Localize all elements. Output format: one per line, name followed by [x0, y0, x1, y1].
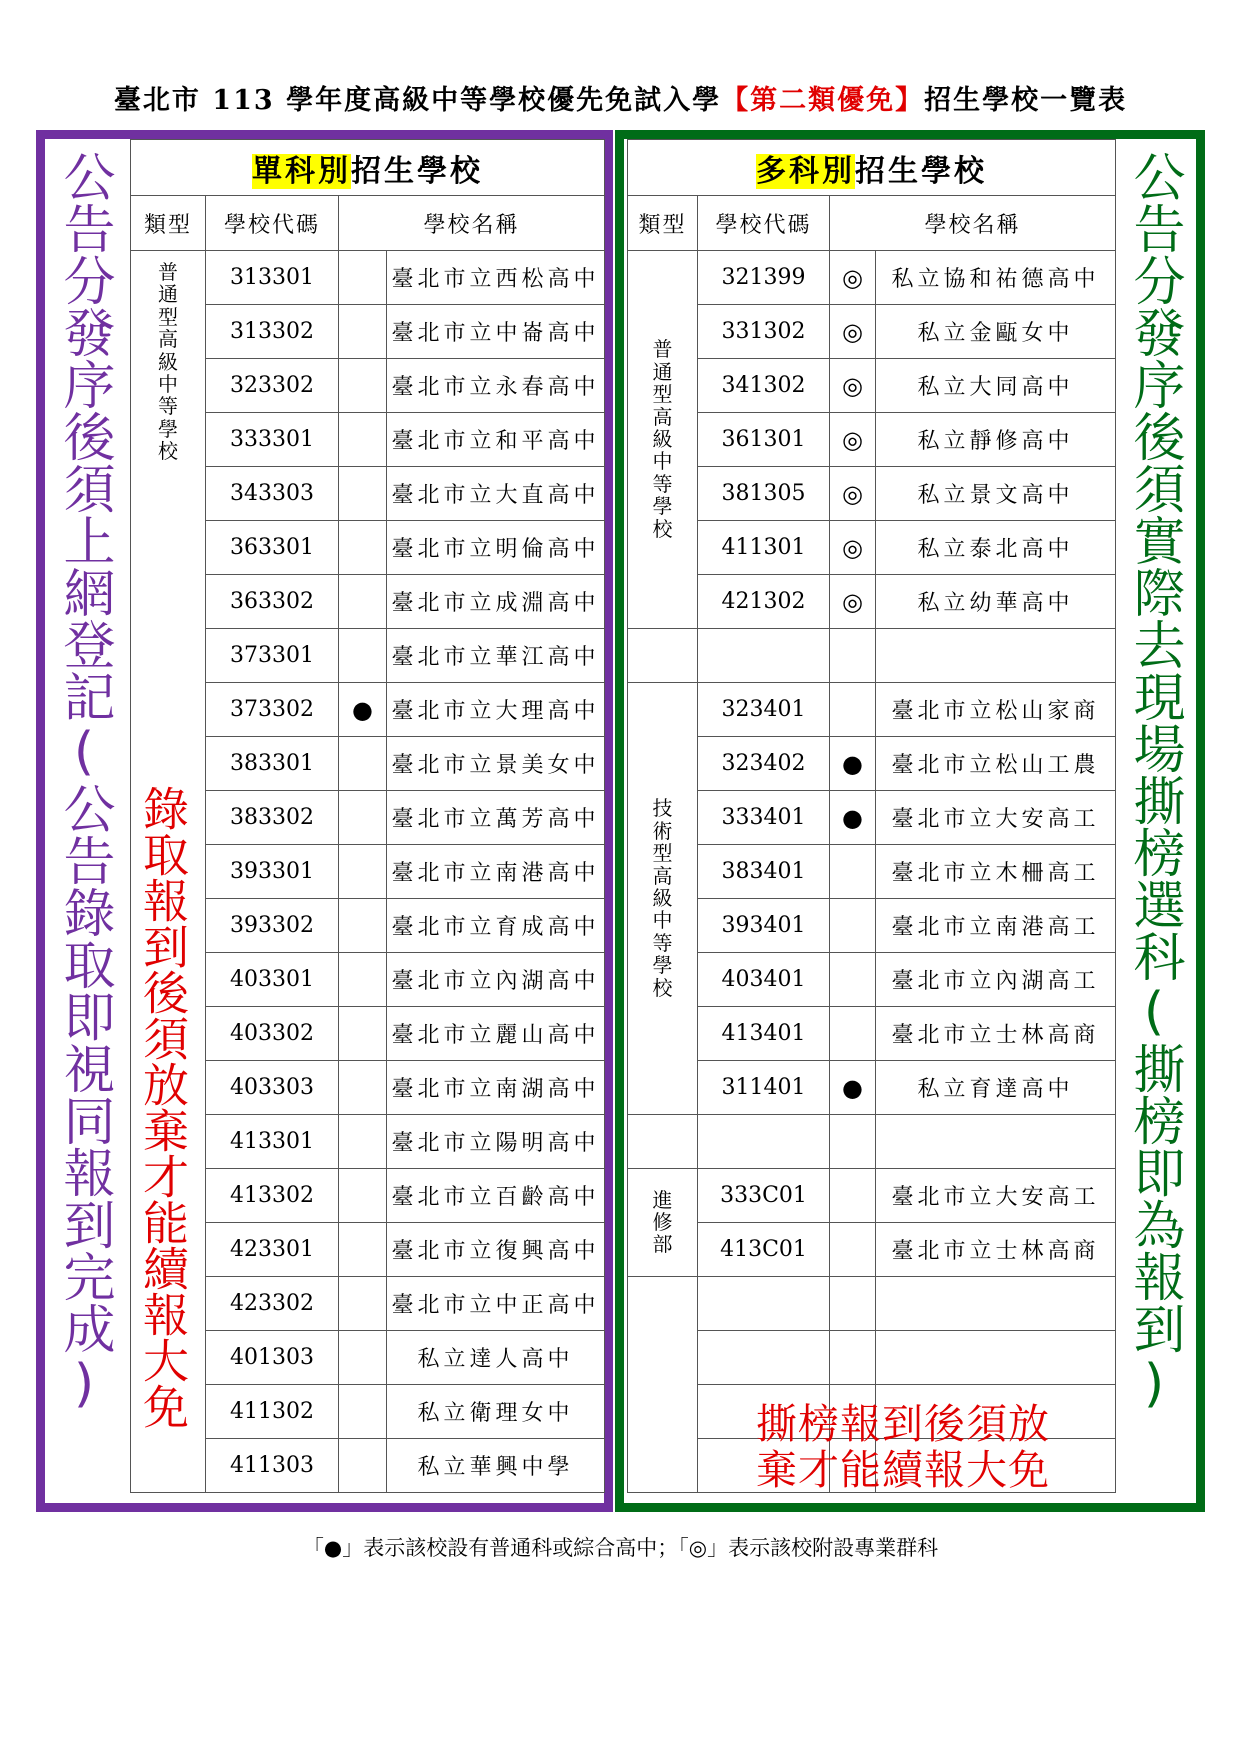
school-name: 私立華興中學: [387, 1439, 605, 1493]
school-mark: [339, 1115, 387, 1169]
school-mark: [830, 629, 876, 683]
school-code: 413302: [206, 1169, 339, 1223]
school-name: 私立靜修高中: [876, 413, 1116, 467]
school-code: 411301: [698, 521, 830, 575]
school-mark: [339, 251, 387, 305]
page-title: [0, 78, 1241, 117]
school-name: 臺北市立萬芳高中: [387, 791, 605, 845]
school-mark: [830, 1169, 876, 1223]
table-row: [628, 845, 1116, 899]
school-mark: ◎: [830, 305, 876, 359]
table-row: [131, 251, 605, 305]
school-mark: [339, 413, 387, 467]
school-type-label: 進修部: [652, 1187, 673, 1257]
table-row: [628, 413, 1116, 467]
col-name-header: 學校名稱: [339, 196, 605, 251]
table-row: [628, 791, 1116, 845]
school-name: 私立幼華高中: [876, 575, 1116, 629]
col-name-header: 學校名稱: [830, 196, 1116, 251]
table-row: [628, 1061, 1116, 1115]
col-code-header: 學校代碼: [206, 196, 339, 251]
school-code: 333301: [206, 413, 339, 467]
school-code: 343303: [206, 467, 339, 521]
right-red-notice-line1: 撕榜報到後須放: [756, 1400, 1050, 1448]
school-code: 313301: [206, 251, 339, 305]
school-mark: [339, 791, 387, 845]
school-mark: [339, 1331, 387, 1385]
school-name: 臺北市立麗山高中: [387, 1007, 605, 1061]
table-row: [628, 251, 1116, 305]
school-mark: [339, 899, 387, 953]
school-name: 臺北市立景美女中: [387, 737, 605, 791]
school-name: 臺北市立西松高中: [387, 251, 605, 305]
school-type-label: 普通型高級中等學校: [158, 260, 178, 464]
right-red-notice-line2: 棄才能續報大免: [756, 1445, 1050, 1494]
col-code-header: 學校代碼: [698, 196, 830, 251]
table-row: [628, 1223, 1116, 1277]
school-name: 臺北市立永春高中: [387, 359, 605, 413]
school-mark: ◎: [830, 575, 876, 629]
school-type: [628, 1277, 698, 1493]
school-mark: [339, 575, 387, 629]
school-code: 413301: [206, 1115, 339, 1169]
multi-subject-header: [628, 140, 1116, 196]
left-red-notice: 錄取報到後須放棄才能續報大免: [136, 785, 190, 1429]
school-mark: ●: [830, 1061, 876, 1115]
school-code: 393301: [206, 845, 339, 899]
table-row: [628, 359, 1116, 413]
school-code: 333401: [698, 791, 830, 845]
school-mark: ◎: [830, 359, 876, 413]
school-mark: ●: [339, 683, 387, 737]
school-mark: [830, 899, 876, 953]
school-mark: ◎: [830, 521, 876, 575]
school-name: 臺北市立南湖高中: [387, 1061, 605, 1115]
table-row: [628, 467, 1116, 521]
school-name: [876, 1331, 1116, 1385]
table-row: [628, 521, 1116, 575]
school-name: 臺北市立木柵高工: [876, 845, 1116, 899]
title-pre: 臺北市 113 學年度高級中等學校優先免試入學: [113, 85, 722, 116]
school-mark: [339, 1223, 387, 1277]
school-name: [876, 629, 1116, 683]
school-code: 401303: [206, 1331, 339, 1385]
title-post: 招生學校一覽表: [924, 85, 1128, 116]
table-row: [628, 953, 1116, 1007]
school-mark: [830, 953, 876, 1007]
school-name: 臺北市立內湖高中: [387, 953, 605, 1007]
table-row: [628, 305, 1116, 359]
title-highlight: 【第二類優免】: [721, 85, 925, 116]
school-code: [698, 1277, 830, 1331]
school-name: 臺北市立育成高中: [387, 899, 605, 953]
school-type: [628, 629, 698, 683]
school-name: [876, 1277, 1116, 1331]
school-name: 臺北市立中崙高中: [387, 305, 605, 359]
school-name: 私立衛理女中: [387, 1385, 605, 1439]
school-mark: [339, 737, 387, 791]
school-mark: [339, 1439, 387, 1493]
school-name: 臺北市立陽明高中: [387, 1115, 605, 1169]
school-code: 423301: [206, 1223, 339, 1277]
school-code: 411303: [206, 1439, 339, 1493]
school-type-label: 技術型高級中等學校: [652, 796, 673, 1000]
school-name: 私立育達高中: [876, 1061, 1116, 1115]
table-row: [628, 899, 1116, 953]
school-mark: [339, 359, 387, 413]
school-name: 私立達人高中: [387, 1331, 605, 1385]
school-code: 413401: [698, 1007, 830, 1061]
school-code: 361301: [698, 413, 830, 467]
school-code: 403301: [206, 953, 339, 1007]
school-mark: ◎: [830, 413, 876, 467]
school-name: 臺北市立南港高中: [387, 845, 605, 899]
school-mark: [339, 629, 387, 683]
school-name: 臺北市立和平高中: [387, 413, 605, 467]
school-mark: [830, 1115, 876, 1169]
school-code: 333C01: [698, 1169, 830, 1223]
single-subject-header-highlight: 單科別: [252, 153, 351, 189]
school-mark: ●: [830, 791, 876, 845]
school-name: 臺北市立中正高中: [387, 1277, 605, 1331]
school-mark: [339, 845, 387, 899]
school-code: 363301: [206, 521, 339, 575]
school-mark: [339, 1169, 387, 1223]
table-row: [628, 737, 1116, 791]
school-name: [876, 1115, 1116, 1169]
school-code: 421302: [698, 575, 830, 629]
school-code: 383302: [206, 791, 339, 845]
school-name: 臺北市立大安高工: [876, 791, 1116, 845]
school-mark: [830, 1007, 876, 1061]
school-mark: [339, 953, 387, 1007]
school-mark: [339, 1061, 387, 1115]
school-mark: [830, 1223, 876, 1277]
left-side-notice: 公告分發序後須上網登記(公告錄取即視同報到完成): [54, 150, 114, 1414]
school-name: 私立協和祐德高中: [876, 251, 1116, 305]
school-name: 臺北市立百齡高中: [387, 1169, 605, 1223]
school-mark: [339, 1007, 387, 1061]
school-mark: [339, 1277, 387, 1331]
school-mark: [339, 521, 387, 575]
school-name: 臺北市立明倫高中: [387, 521, 605, 575]
school-name: 臺北市立大安高工: [876, 1169, 1116, 1223]
school-mark: ◎: [830, 467, 876, 521]
school-mark: [830, 845, 876, 899]
school-name: 私立景文高中: [876, 467, 1116, 521]
school-code: 323302: [206, 359, 339, 413]
school-name: 臺北市立士林高商: [876, 1007, 1116, 1061]
school-code: [698, 1115, 830, 1169]
school-code: 423302: [206, 1277, 339, 1331]
table-row: [628, 1115, 1116, 1169]
school-name: 私立泰北高中: [876, 521, 1116, 575]
school-code: 363302: [206, 575, 339, 629]
single-subject-header: [131, 140, 605, 196]
single-subject-table: [130, 139, 605, 1493]
school-type-label: 普通型高級中等學校: [652, 337, 673, 541]
table-row: [628, 629, 1116, 683]
school-mark: [830, 1277, 876, 1331]
school-code: 331302: [698, 305, 830, 359]
school-mark: [339, 1385, 387, 1439]
school-code: 373302: [206, 683, 339, 737]
school-code: 383401: [698, 845, 830, 899]
school-code: 313302: [206, 305, 339, 359]
school-code: 323401: [698, 683, 830, 737]
right-side-notice: 公告分發序後須實際去現場撕榜選科(撕榜即為報到): [1124, 150, 1184, 1414]
school-name: 臺北市立士林高商: [876, 1223, 1116, 1277]
table-row: [628, 1169, 1116, 1223]
school-code: 393302: [206, 899, 339, 953]
school-name: 私立大同高中: [876, 359, 1116, 413]
school-name: 臺北市立松山工農: [876, 737, 1116, 791]
school-name: 臺北市立華江高中: [387, 629, 605, 683]
single-subject-header-rest: 招生學校: [351, 153, 483, 189]
footer-legend: 「●」表示該校設有普通科或綜合高中；「◎」表示該校附設專業群科: [302, 1536, 939, 1560]
table-row: [628, 1331, 1116, 1385]
school-name: 臺北市立大理高中: [387, 683, 605, 737]
col-type-header: 類型: [131, 196, 206, 251]
multi-subject-header-rest: 招生學校: [855, 153, 987, 189]
table-row: [628, 683, 1116, 737]
school-mark: [830, 1331, 876, 1385]
school-mark: ◎: [830, 251, 876, 305]
school-name: 臺北市立內湖高工: [876, 953, 1116, 1007]
school-code: 403401: [698, 953, 830, 1007]
school-name: 臺北市立大直高中: [387, 467, 605, 521]
school-mark: [830, 683, 876, 737]
school-code: 413C01: [698, 1223, 830, 1277]
school-code: 341302: [698, 359, 830, 413]
school-code: 411302: [206, 1385, 339, 1439]
table-row: [628, 1277, 1116, 1331]
school-mark: ●: [830, 737, 876, 791]
school-code: 403302: [206, 1007, 339, 1061]
school-code: [698, 1331, 830, 1385]
school-mark: [339, 467, 387, 521]
school-code: 323402: [698, 737, 830, 791]
school-code: 373301: [206, 629, 339, 683]
school-code: [698, 629, 830, 683]
school-type: [628, 1169, 698, 1277]
school-code: 403303: [206, 1061, 339, 1115]
school-code: 321399: [698, 251, 830, 305]
school-name: 臺北市立成淵高中: [387, 575, 605, 629]
col-type-header: 類型: [628, 196, 698, 251]
school-type: [628, 683, 698, 1115]
school-code: 393401: [698, 899, 830, 953]
school-name: 臺北市立松山家商: [876, 683, 1116, 737]
school-name: 私立金甌女中: [876, 305, 1116, 359]
multi-subject-header-highlight: 多科別: [756, 153, 855, 189]
table-row: [628, 1007, 1116, 1061]
multi-subject-table: [627, 139, 1116, 1493]
table-row: [628, 575, 1116, 629]
school-type: [628, 251, 698, 629]
right-red-notice: [756, 1402, 1050, 1494]
school-code: 381305: [698, 467, 830, 521]
school-code: 311401: [698, 1061, 830, 1115]
school-type: [628, 1115, 698, 1169]
school-type: [131, 251, 206, 1493]
school-code: 383301: [206, 737, 339, 791]
school-mark: [339, 305, 387, 359]
school-name: 臺北市立南港高工: [876, 899, 1116, 953]
school-name: 臺北市立復興高中: [387, 1223, 605, 1277]
